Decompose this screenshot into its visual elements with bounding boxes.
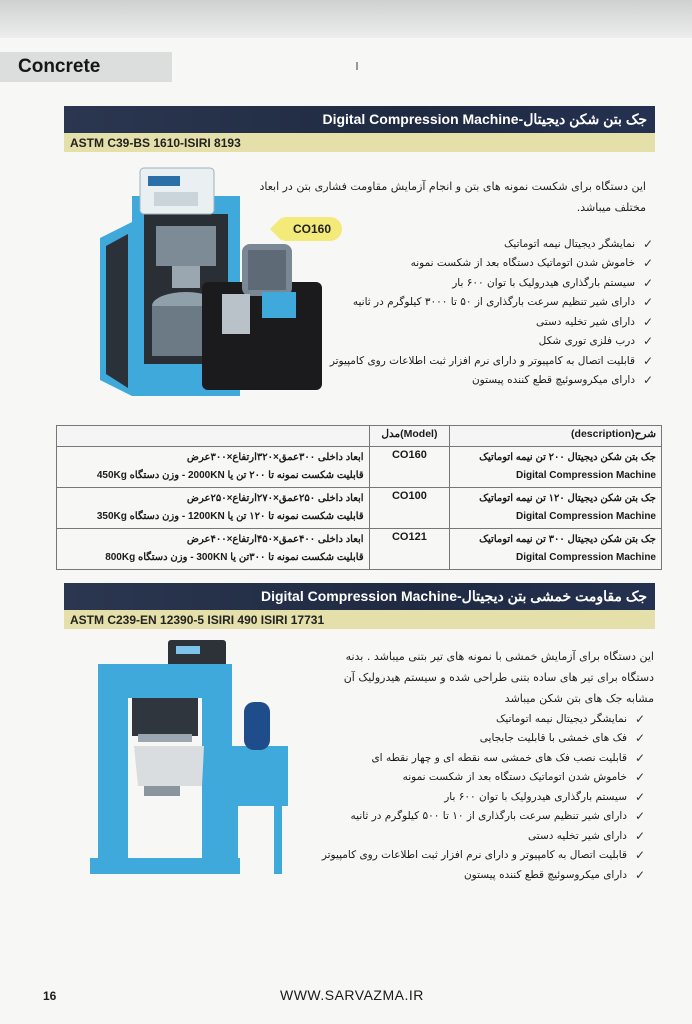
section2-intro-line: دستگاه برای تیر های ساده بتنی طراحی شده و سیستم هیدرولیک آن (343, 671, 654, 684)
feature-item (318, 254, 654, 274)
row-description-fa: جک بتن شکن دیجیتال ۲۰۰ تن نیمه اتوماتیک (479, 452, 656, 463)
section2-intro-line: مشابه جک های بتن شکن میباشد (504, 692, 654, 705)
section1-title-bar (64, 106, 655, 133)
row-description-en: Digital Compression Machine (515, 470, 656, 481)
feature-text: دارای شیر تنظیم سرعت بارگذاری از ۵۰ تا ۳۰۰۰ کیلوگرم در ثانیه (352, 296, 635, 309)
page-top-strip (0, 0, 692, 38)
feature-text: قابلیت اتصال به کامپیوتر و دارای نرم افزار ثبت اطلاعات روی کامپیوتر (321, 849, 627, 862)
feature-item (318, 351, 654, 371)
check-mark-icon: ✓ (642, 314, 654, 329)
check-mark-icon: ✓ (642, 275, 654, 290)
check-mark-icon: ✓ (642, 295, 654, 310)
row-description-en: Digital Compression Machine (515, 552, 656, 563)
feature-text: درب فلزی توری شکل (538, 335, 635, 348)
feature-item (314, 768, 646, 788)
feature-text: نمایشگر دیجیتال نیمه اتوماتیک (504, 237, 635, 250)
section1-title: جک بتن شکن دیجیتال-Digital Compression Machine (322, 111, 647, 127)
feature-item (314, 748, 646, 768)
check-mark-icon: ✓ (642, 353, 654, 368)
check-mark-icon: ✓ (642, 373, 654, 388)
feature-item (318, 293, 654, 313)
feature-text: نمایشگر دیجیتال نیمه اتوماتیک (496, 712, 627, 725)
model-badge-label: CO160 (292, 222, 332, 236)
check-mark-icon: ✓ (634, 789, 646, 804)
header-model: مدل(Model) (369, 426, 450, 447)
row-dimension-line: ابعاد داخلی ۳۰۰عمق×۳۲۰ارتفاع×۳۰۰عرض (186, 452, 364, 463)
section2-intro-line: این دستگاه برای آزمایش خمشی با نمونه های تیر بتنی میباشد . بدنه (345, 650, 654, 663)
check-mark-icon: ✓ (634, 731, 646, 746)
row-dimension-line: ابعاد داخلی ۲۵۰عمق×۲۷۰ارتفاع×۲۵۰عرض (186, 493, 364, 504)
feature-text: دارای شیر تخلیه دستی (536, 315, 635, 328)
feature-item (314, 807, 646, 827)
feature-text: فک های خمشی با قابلیت جابجایی (479, 732, 627, 745)
row-capacity-line: قابلیت شکست نمونه تا ۱۲۰ تن یا 1200KN - وزن دستگاه 350Kg (96, 511, 364, 522)
website-link[interactable]: WWW.SARVAZMA.IR (280, 987, 424, 1003)
section2-title-bar (64, 583, 655, 610)
row-model-code: CO160 (391, 449, 427, 461)
feature-item (318, 371, 654, 391)
feature-item (314, 729, 646, 749)
page-mark (356, 62, 358, 70)
feature-text: قابلیت نصب فک های خمشی سه نقطه ای و چهار نقطه ای (371, 751, 627, 764)
table-header-row (57, 426, 662, 447)
header-description: شرح(description) (450, 426, 662, 447)
check-mark-icon: ✓ (634, 770, 646, 785)
check-mark-icon: ✓ (634, 828, 646, 843)
flexural-machine-image (84, 636, 298, 880)
row-model (369, 488, 450, 529)
row-model (369, 447, 450, 488)
category-label: Concrete (18, 56, 101, 77)
check-mark-icon: ✓ (642, 334, 654, 349)
feature-item (314, 787, 646, 807)
check-mark-icon: ✓ (642, 236, 654, 251)
row-model-code: CO121 (391, 531, 427, 543)
category-tab (0, 52, 172, 82)
spec-table (56, 425, 662, 570)
feature-text: خاموش شدن اتوماتیک دستگاه بعد از شکست نمونه (410, 257, 635, 270)
feature-item (314, 846, 646, 866)
row-description (450, 529, 662, 570)
section1-intro-line: مختلف میباشد. (576, 201, 646, 214)
feature-text: دارای میکروسوئیچ قطع کننده پیستون (463, 868, 627, 881)
section2-title: جک مقاومت خمشی بتن دیجیتال-Digital Compression Machine (260, 588, 647, 604)
section2-standard-bar (64, 610, 655, 629)
row-model-code: CO100 (391, 490, 427, 502)
row-description (450, 447, 662, 488)
check-mark-icon: ✓ (634, 809, 646, 824)
table-row (57, 529, 662, 570)
row-capacity-line: قابلیت شکست نمونه تا ۲۰۰ تن یا 2000KN - وزن دستگاه 450Kg (96, 470, 364, 481)
row-dimensions (57, 447, 370, 488)
row-description-fa: جک بتن شکن دیجیتال ۳۰۰ تن نیمه اتوماتیک (479, 534, 656, 545)
feature-text: دارای میکروسوئیچ قطع کننده پیستون (471, 374, 635, 387)
row-dimension-line: ابعاد داخلی ۴۰۰عمق×۴۵۰ارتفاع×۴۰۰عرض (186, 534, 364, 545)
section1-intro-line: این دستگاه برای شکست نمونه های بتن و انجام آزمایش مقاومت فشاری بتن در ابعاد (259, 180, 646, 193)
check-mark-icon: ✓ (634, 750, 646, 765)
feature-item (318, 312, 654, 332)
section1-intro (259, 176, 646, 218)
feature-item (314, 826, 646, 846)
feature-item (318, 273, 654, 293)
row-dimensions (57, 488, 370, 529)
feature-text: سیستم بارگذاری هیدرولیک با توان ۶۰۰ بار (452, 276, 635, 289)
section2-standard: ASTM C239-EN 12390-5 ISIRI 490 ISIRI 17731 (70, 612, 325, 627)
feature-text: دارای شیر تنظیم سرعت بارگذاری از ۱۰ تا ۵۰۰ کیلوگرم در ثانیه (350, 810, 627, 823)
section2-feature-list (314, 709, 646, 885)
feature-text: دارای شیر تخلیه دستی (528, 829, 627, 842)
row-model (369, 529, 450, 570)
feature-item (314, 865, 646, 885)
table-row (57, 447, 662, 488)
check-mark-icon: ✓ (634, 867, 646, 882)
section1-standard-bar (64, 133, 655, 152)
row-capacity-line: قابلیت شکست نمونه تا ۳۰۰تن یا 300KN - وزن دستگاه 800Kg (105, 552, 364, 563)
feature-item (318, 332, 654, 352)
page-number: 16 (43, 989, 57, 1003)
row-description (450, 488, 662, 529)
section1-standard: ASTM C39-BS 1610-ISIRI 8193 (70, 135, 241, 150)
feature-text: سیستم بارگذاری هیدرولیک با توان ۶۰۰ بار (444, 790, 627, 803)
compression-machine-image (92, 166, 324, 398)
row-description-en: Digital Compression Machine (515, 511, 656, 522)
feature-item (318, 234, 654, 254)
check-mark-icon: ✓ (642, 256, 654, 271)
feature-text: قابلیت اتصال به کامپیوتر و دارای نرم افزار ثبت اطلاعات روی کامپیوتر (329, 354, 635, 367)
row-description-fa: جک بتن شکن دیجیتال ۱۲۰ تن نیمه اتوماتیک (479, 493, 656, 504)
check-mark-icon: ✓ (634, 711, 646, 726)
table-row (57, 488, 662, 529)
section1-feature-list (318, 234, 654, 390)
check-mark-icon: ✓ (634, 848, 646, 863)
feature-text: خاموش شدن اتوماتیک دستگاه بعد از شکست نمونه (402, 771, 627, 784)
section2-intro (330, 646, 654, 709)
header-dimensions (57, 426, 370, 447)
feature-item (314, 709, 646, 729)
row-dimensions (57, 529, 370, 570)
